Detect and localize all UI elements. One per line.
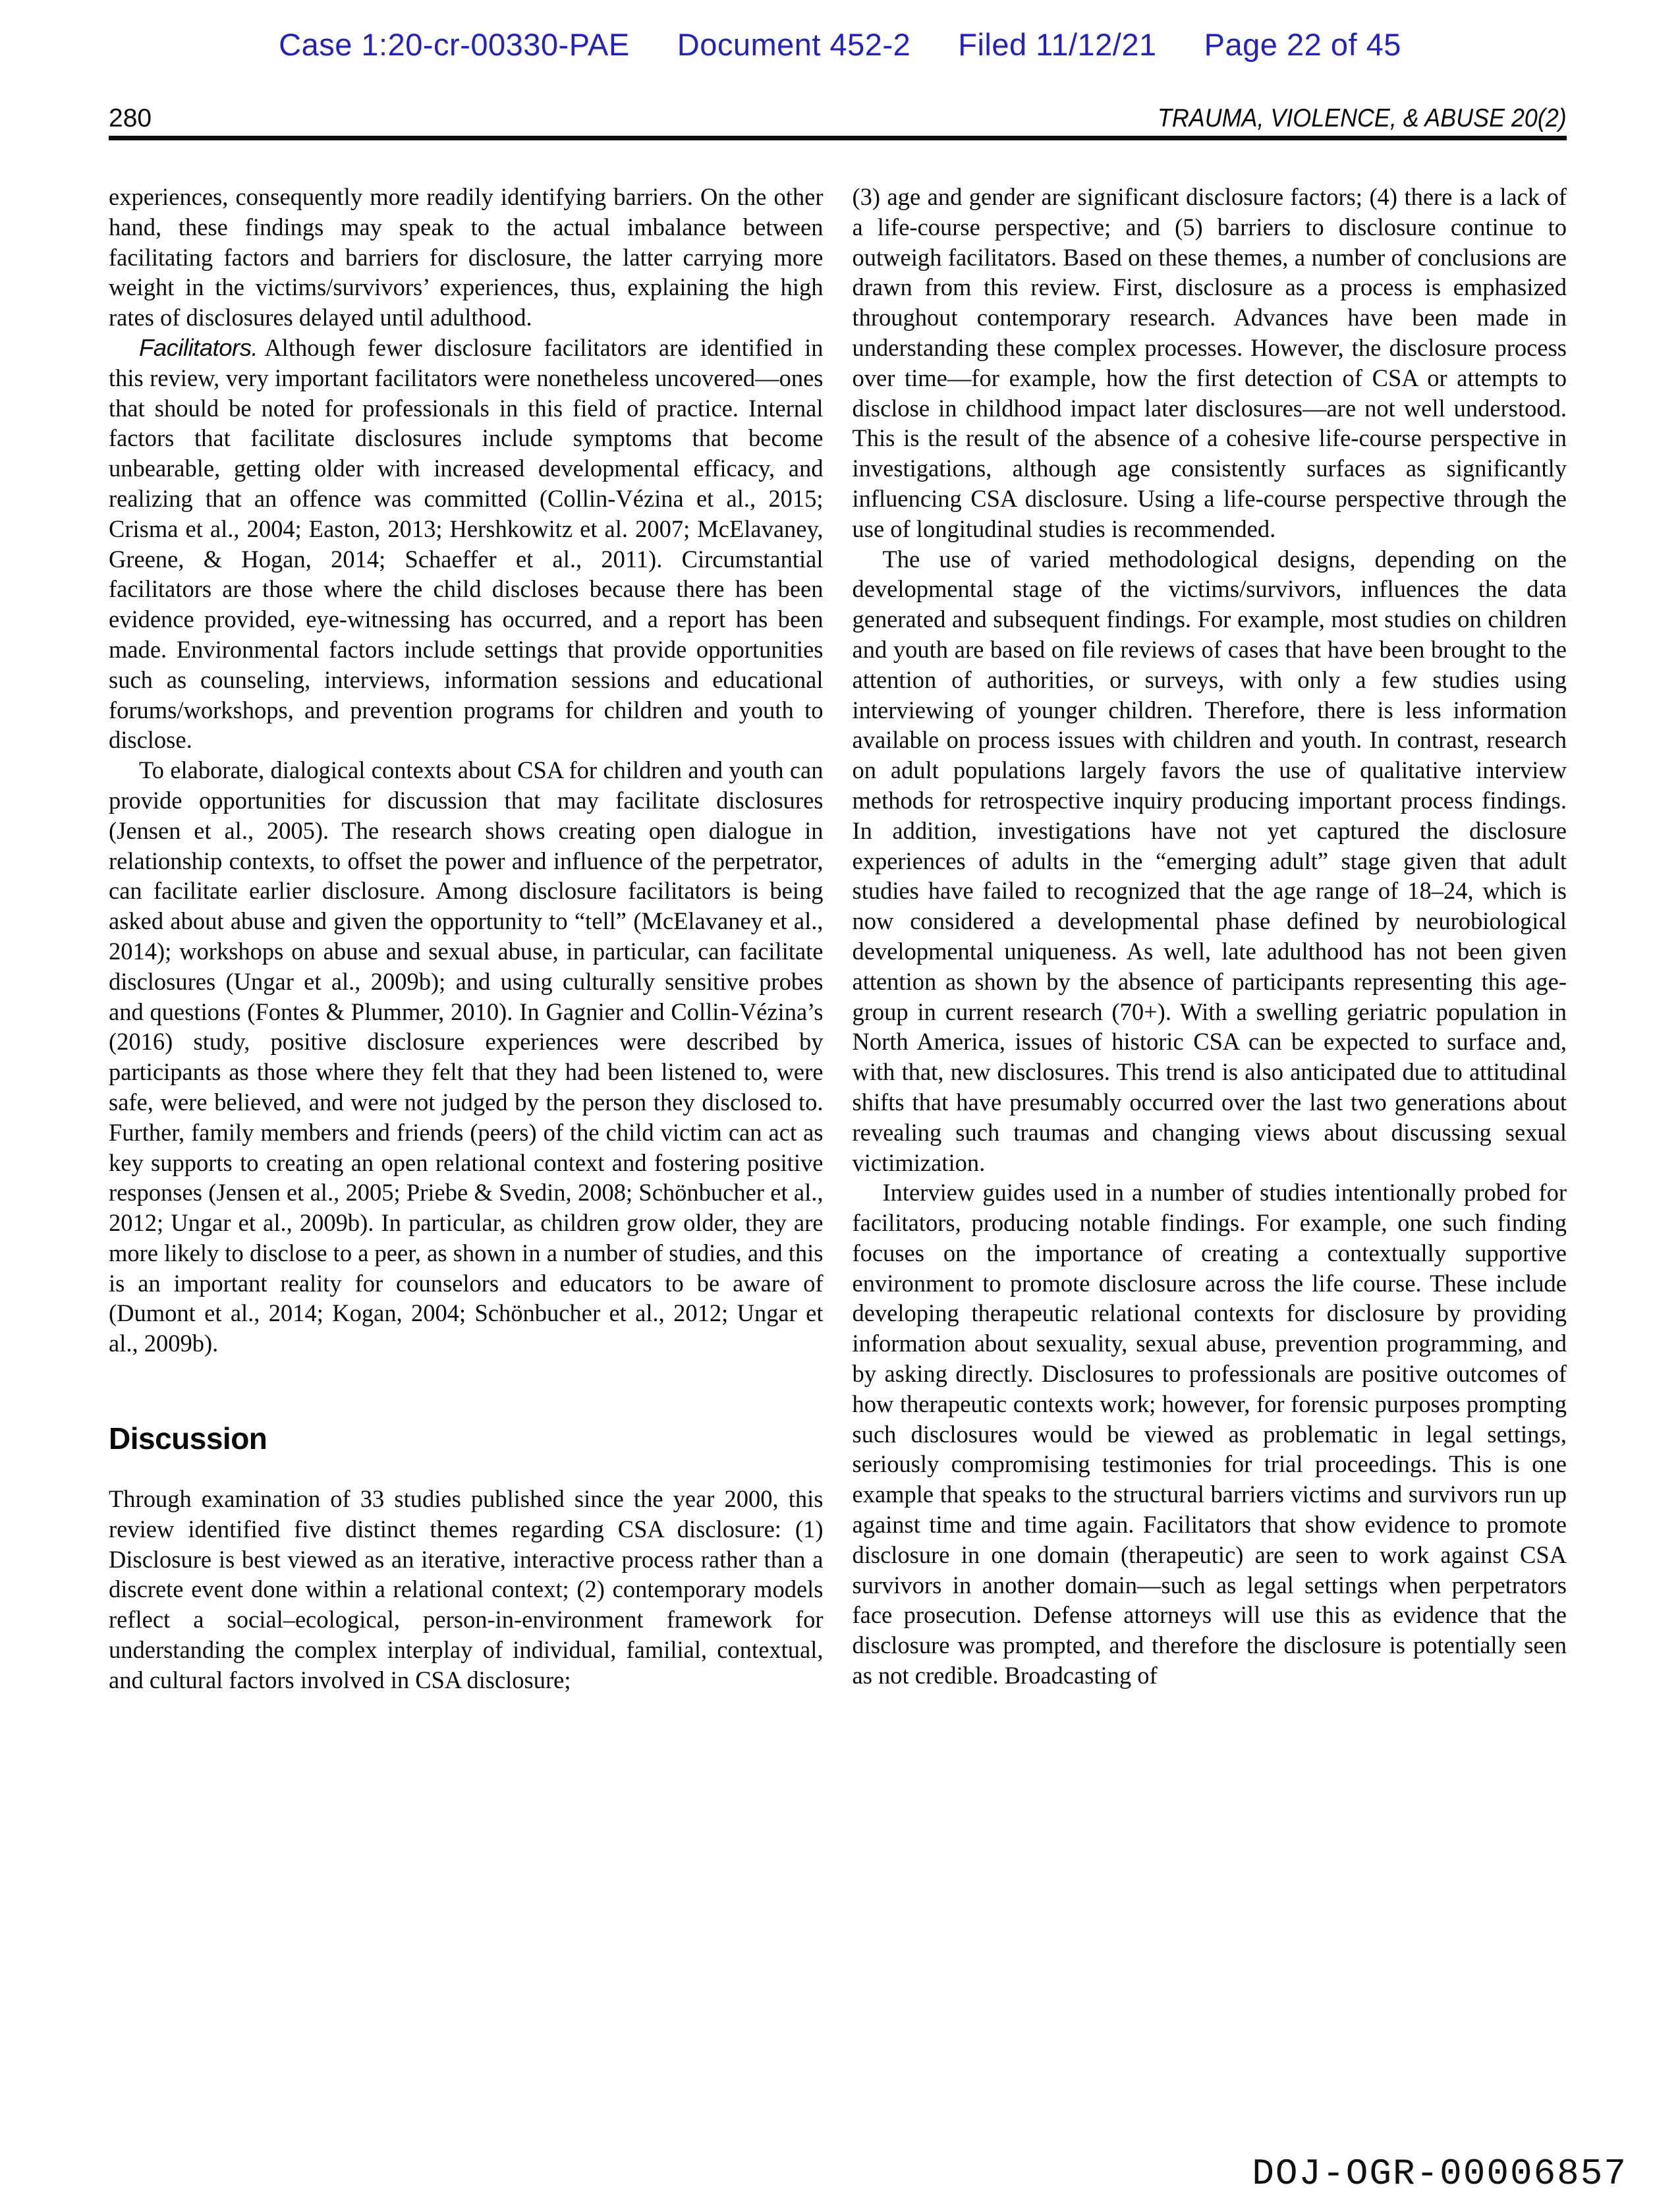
- journal-title: TRAUMA, VIOLENCE, & ABUSE 20(2): [1158, 104, 1567, 132]
- paragraph-methodological-designs: The use of varied methodological designs, depending on the developmental stage of the victims/survivors, influences the data generated and subsequent findings. For example, most studies on children and youth are based on file reviews of cases that have been brought to the attention of authorities, or surveys, with only a few studies using interviewing of younger children. Therefore, there is less information available on process issues with children and youth. In contrast, research on adult populations largely favors the use of qualitative interview methods for retrospective inquiry producing important process findings. In addition, investigations have not yet captured the disclosure experiences of adults in the “emerging adult” stage given that adult studies have failed to recognized that the age range of 18–24, which is now considered a developmental phase defined by neurobiological developmental uniqueness. As well, late adulthood has not been given attention as shown by the absence of participants representing this age-group in current research (70+). With a swelling geriatric population in North America, issues of historic CSA can be expected to surface and, with that, new disclosures. This trend is also anticipated due to attitudinal shifts that have presumably occurred over the last two generations about revealing such traumas and changing views about discussing sexual victimization.: [852, 545, 1567, 1176]
- runin-heading-facilitators: Facilitators.: [139, 333, 258, 361]
- article-body: [109, 182, 1567, 1695]
- left-column: [109, 182, 824, 1695]
- journal-running-header: [109, 104, 1567, 133]
- paragraph-facilitators: [109, 333, 824, 755]
- paragraph-continuation: experiences, consequently more readily identifying barriers. On the other hand, these findings may speak to the actual imbalance between facilitating factors and barriers for disclosure, the latter carrying more weight in the victims/survivors’ experiences, thus, explaining the high rates of disclosures delayed until adulthood.: [109, 183, 824, 331]
- stamp-page-of: Page 22 of 45: [1204, 27, 1401, 62]
- stamp-document-number: Document 452-2: [677, 27, 911, 62]
- right-column: [853, 182, 1567, 1695]
- header-rule: [109, 136, 1567, 140]
- stamp-filed-date: Filed 11/12/21: [958, 27, 1157, 62]
- court-filing-stamp: [0, 26, 1680, 63]
- journal-page-number: 280: [109, 104, 152, 132]
- paragraph-interview-guides: Interview guides used in a number of studies intentionally probed for facilitators, producing notable findings. For example, one such finding focuses on the importance of creating a contextually supportive environment to promote disclosure across the life course. These include developing therapeutic relational contexts for disclosure by providing information about sexuality, sexual abuse, prevention programming, and by asking directly. Disclosures to professionals are positive outcomes of how therapeutic contexts work; however, for forensic purposes prompting such disclosures would be viewed as problematic in legal settings, seriously compromising testimonies for trial proceedings. This is one example that speaks to the structural barriers victims and survivors run up against time and time again. Facilitators that show evidence to promote disclosure in one domain (therapeutic) are seen to work against CSA survivors in another domain—such as legal settings when perpetrators face prosecution. Defense attorneys will use this as evidence that the disclosure was prompted, and therefore the disclosure is potentially seen as not credible. Broadcasting of: [852, 1179, 1567, 1689]
- bates-number: DOJ-OGR-00006857: [1252, 2153, 1627, 2195]
- paragraph-themes-continuation: (3) age and gender are significant disclosure factors; (4) there is a lack of a life-course perspective; and (5) barriers to disclosure continue to outweigh facilitators. Based on these themes, a number of conclusions are drawn from this review. First, disclosure as a process is emphasized throughout contemporary research. Advances have been made in understanding these complex processes. However, the disclosure process over time—for example, how the first detection of CSA or attempts to disclose in childhood impact later disclosures—are not well understood. This is the result of the absence of a cohesive life-course perspective in investigations, although age consistently surfaces as significantly influencing CSA disclosure. Using a life-course perspective through the use of longitudinal studies is recommended.: [852, 183, 1567, 542]
- paragraph-discussion-first: Through examination of 33 studies published since the year 2000, this review identified five distinct themes regarding CSA disclosure: (1) Disclosure is best viewed as an iterative, interactive process rather than a discrete event done within a relational context; (2) contemporary models reflect a social–ecological, person-in-environment framework for understanding the complex interplay of individual, familial, contextual, and cultural factors involved in CSA disclosure;: [109, 1485, 824, 1693]
- paragraph-to-elaborate: To elaborate, dialogical contexts about CSA for children and youth can provide opportunities for discussion that may facilitate disclosures (Jensen et al., 2005). The research shows creating open dialogue in relationship contexts, to offset the power and influence of the perpetrator, can facilitate earlier disclosure. Among disclosure facilitators is being asked about abuse and given the opportunity to “tell” (McElavaney et al., 2014); workshops on abuse and sexual abuse, in particular, can facilitate disclosures (Ungar et al., 2009b); and using culturally sensitive probes and questions (Fontes & Plummer, 2010). In Gagnier and Collin-Vézina’s (2016) study, positive disclosure experiences were described by participants as those where they felt that they had been listened to, were safe, were believed, and were not judged by the person they disclosed to. Further, family members and friends (peers) of the child victim can act as key supports to creating an open relational context and fostering positive responses (Jensen et al., 2005; Priebe & Svedin, 2008; Schönbucher et al., 2012; Ungar et al., 2009b). In particular, as children grow older, they are more likely to disclose to a peer, as shown in a number of studies, and this is an important reality for counselors and educators to be aware of (Dumont et al., 2014; Kogan, 2004; Schönbucher et al., 2012; Ungar et al., 2009b).: [109, 756, 824, 1357]
- stamp-case-number: Case 1:20-cr-00330-PAE: [279, 27, 630, 62]
- paragraph-facilitators-text: Although fewer disclosure facilitators are identified in this review, very important facilitators were nonetheless uncovered—ones that should be noted for professionals in this field of practice. Internal factors that facilitate disclosures include symptoms that become unbearable, getting older with increased developmental efficacy, and realizing that an offence was committed (Collin-Vézina et al., 2015; Crisma et al., 2004; Easton, 2013; Hershkowitz et al. 2007; McElavaney, Greene, & Hogan, 2014; Schaeffer et al., 2011). Circumstantial facilitators are those where the child discloses because there has been evidence provided, eye-witnessing has occurred, and a report has been made. Environmental factors include settings that provide opportunities such as counseling, interviews, information sessions and educational forums/workshops, and prevention programs for children and youth to disclose.: [109, 333, 824, 754]
- discussion-heading: Discussion: [109, 1421, 267, 1456]
